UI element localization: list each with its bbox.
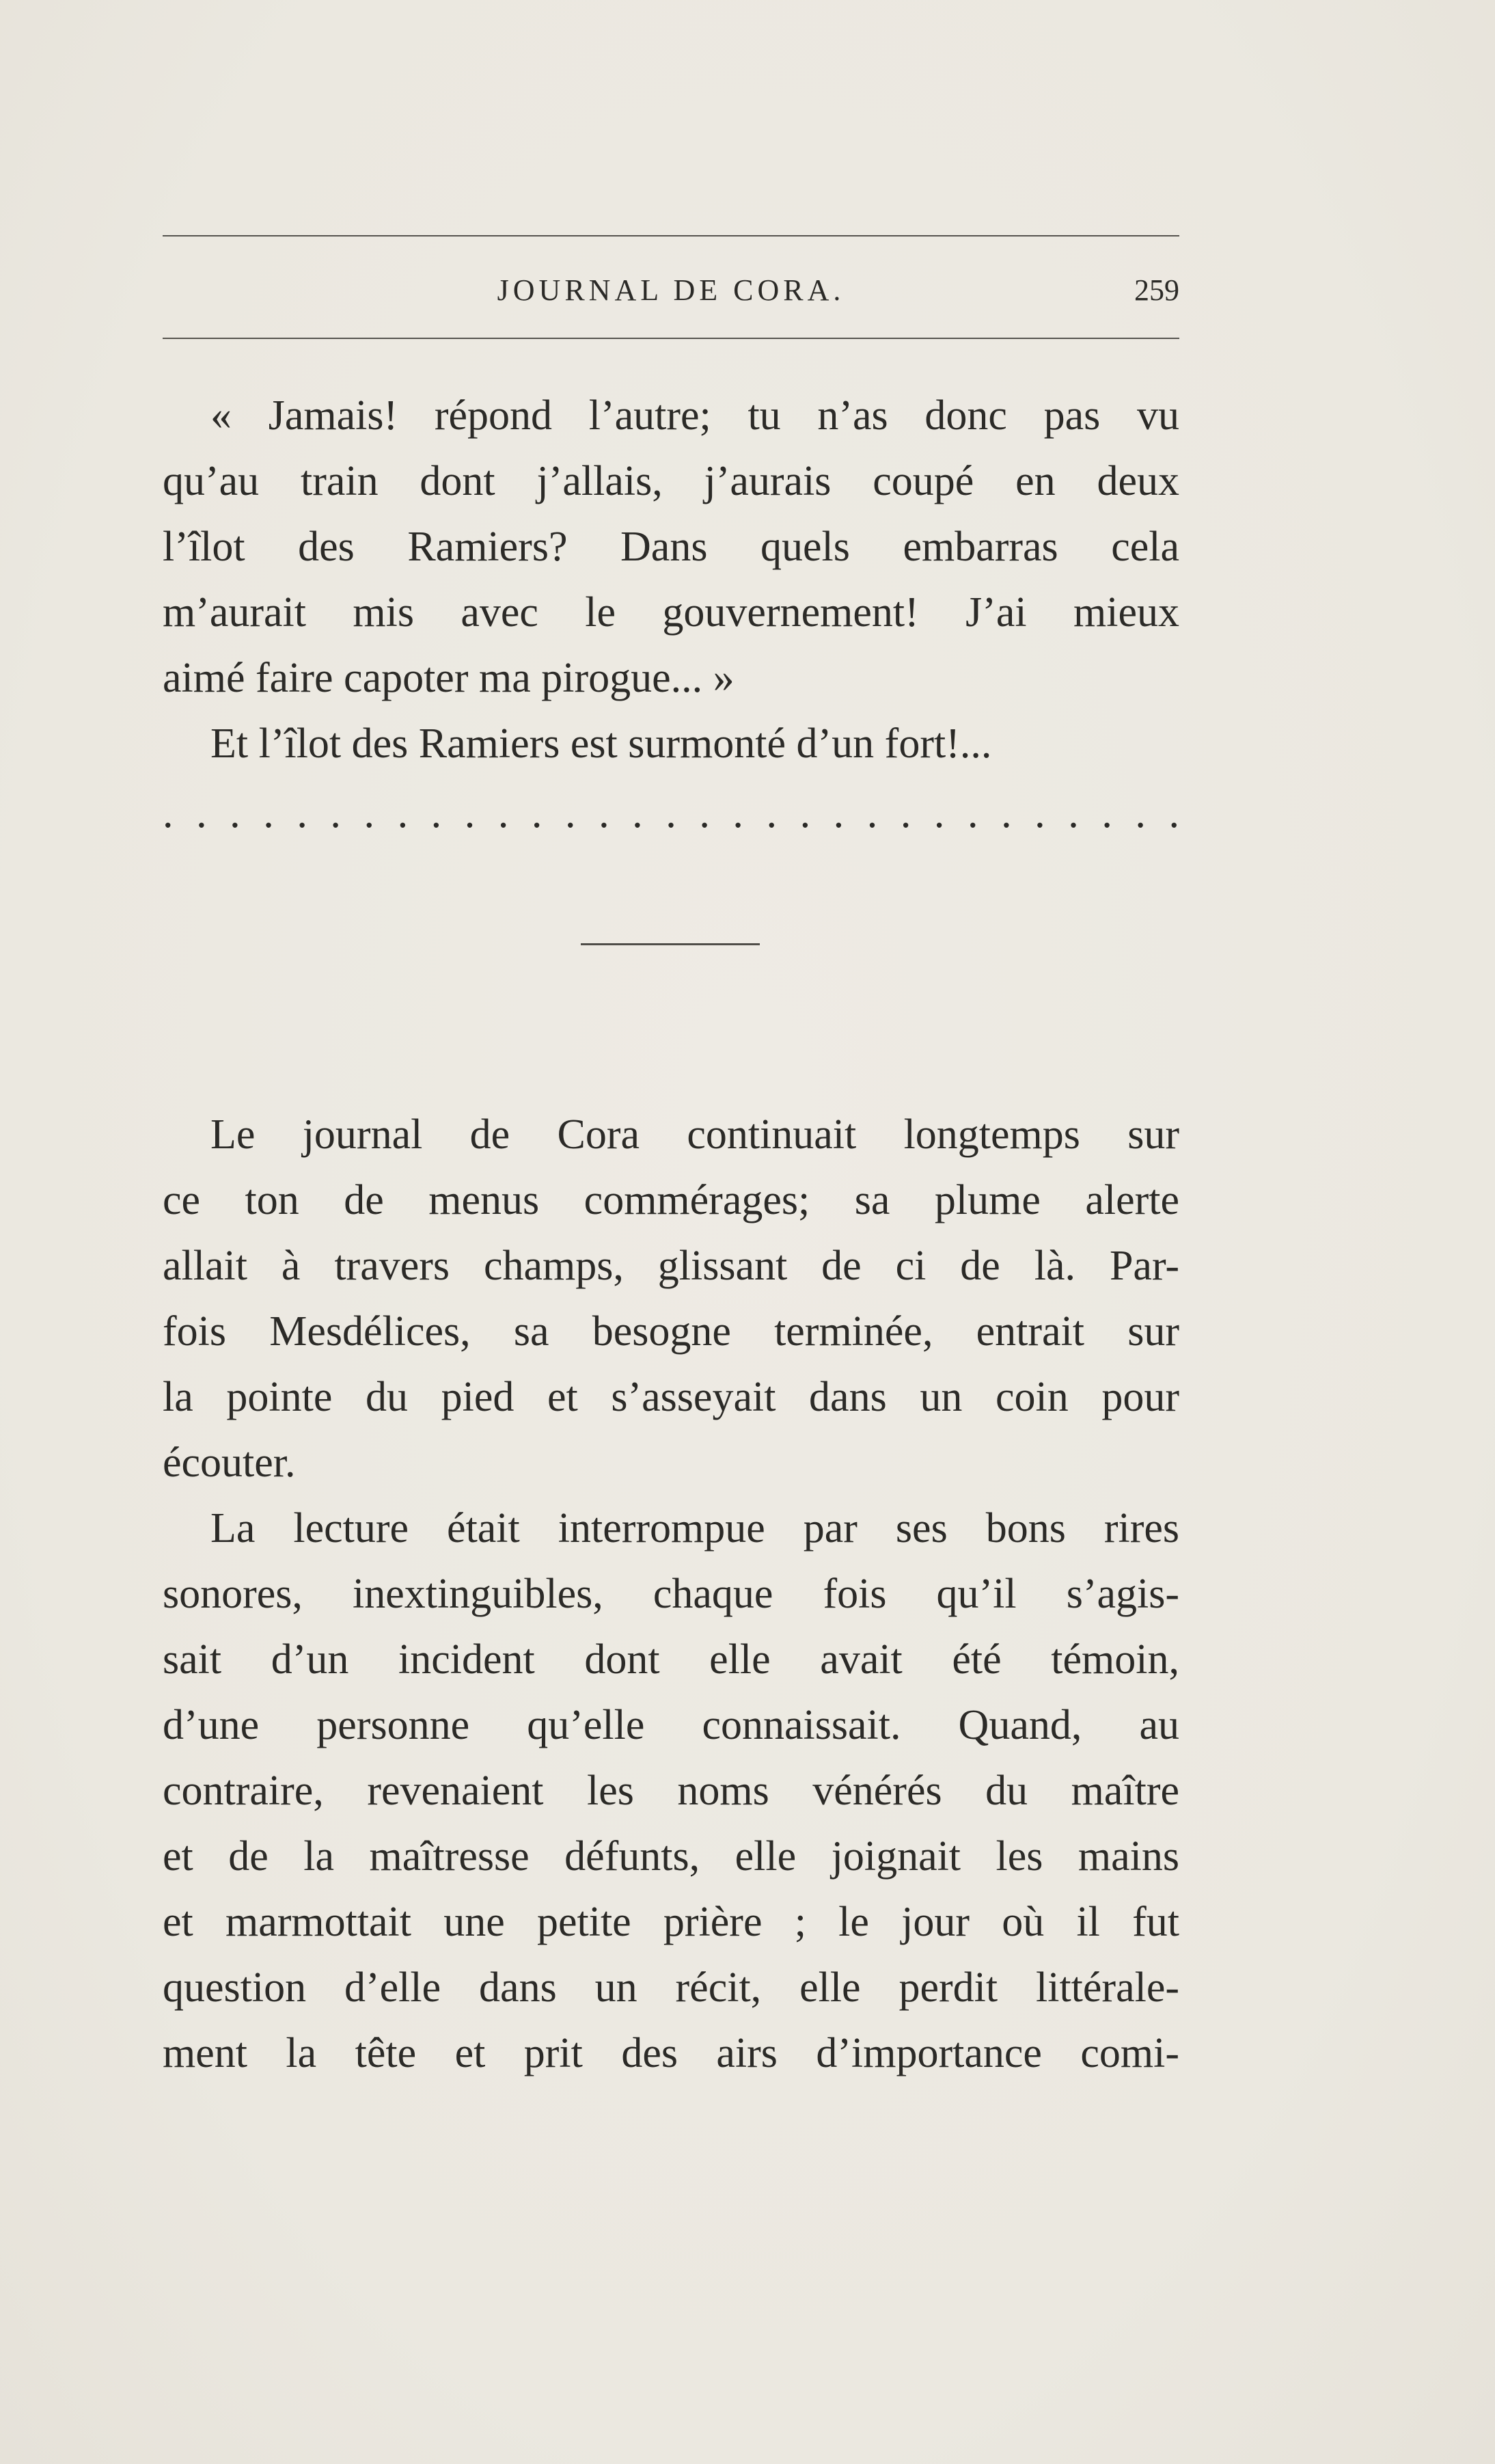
running-head xyxy=(163,267,1179,314)
text-line: l’îlot des Ramiers? Dans quels embarras cela xyxy=(163,524,1179,570)
running-title: JOURNAL DE CORA. xyxy=(497,273,845,307)
text-line: d’une personne qu’elle connaissait. Quand, au xyxy=(163,1702,1179,1748)
text-line: « Jamais! répond l’autre; tu n’as donc pas vu xyxy=(210,392,1179,439)
page-number: 259 xyxy=(1134,273,1179,307)
text-line: m’aurait mis avec le gouvernement! J’ai mieux xyxy=(163,589,1179,636)
text-line: ce ton de menus commérages; sa plume alerte xyxy=(163,1177,1179,1223)
text-line: allait à travers champs, glissant de ci de là. Par- xyxy=(163,1243,1179,1289)
text-line: aimé faire capoter ma pirogue... » xyxy=(163,655,735,701)
header-bottom-rule xyxy=(163,338,1179,339)
text-line: qu’au train dont j’allais, j’aurais coupé en deux xyxy=(163,458,1179,504)
section-divider xyxy=(581,943,760,945)
text-line: et de la maîtresse défunts, elle joignait les mains xyxy=(163,1833,1179,1880)
text-line: la pointe du pied et s’asseyait dans un coin pour xyxy=(163,1374,1179,1420)
text-line: sonores, inextinguibles, chaque fois qu’il s’agis- xyxy=(163,1571,1179,1617)
text-line: sait d’un incident dont elle avait été témoin, xyxy=(163,1636,1179,1683)
text-line: Et l’îlot des Ramiers est surmonté d’un fort!... xyxy=(210,720,992,767)
text-line: Le journal de Cora continuait longtemps sur xyxy=(210,1111,1179,1158)
text-line: question d’elle dans un récit, elle perdit littérale- xyxy=(163,1964,1179,2011)
text-line: ment la tête et prit des airs d’importance comi- xyxy=(163,2030,1179,2076)
header-top-rule xyxy=(163,235,1179,236)
text-line: La lecture était interrompue par ses bons rires xyxy=(210,1505,1179,1552)
text-line: fois Mesdélices, sa besogne terminée, entrait sur xyxy=(163,1308,1179,1355)
text-line: écouter. xyxy=(163,1439,296,1486)
text-line: contraire, revenaient les noms vénérés du maître xyxy=(163,1768,1179,1814)
text-line: et marmottait une petite prière ; le jour où il fut xyxy=(163,1899,1179,1945)
ellipsis-row: . . . . . . . . . . . . . . . . . . . . . . . . . . . . . . . xyxy=(163,790,1179,837)
